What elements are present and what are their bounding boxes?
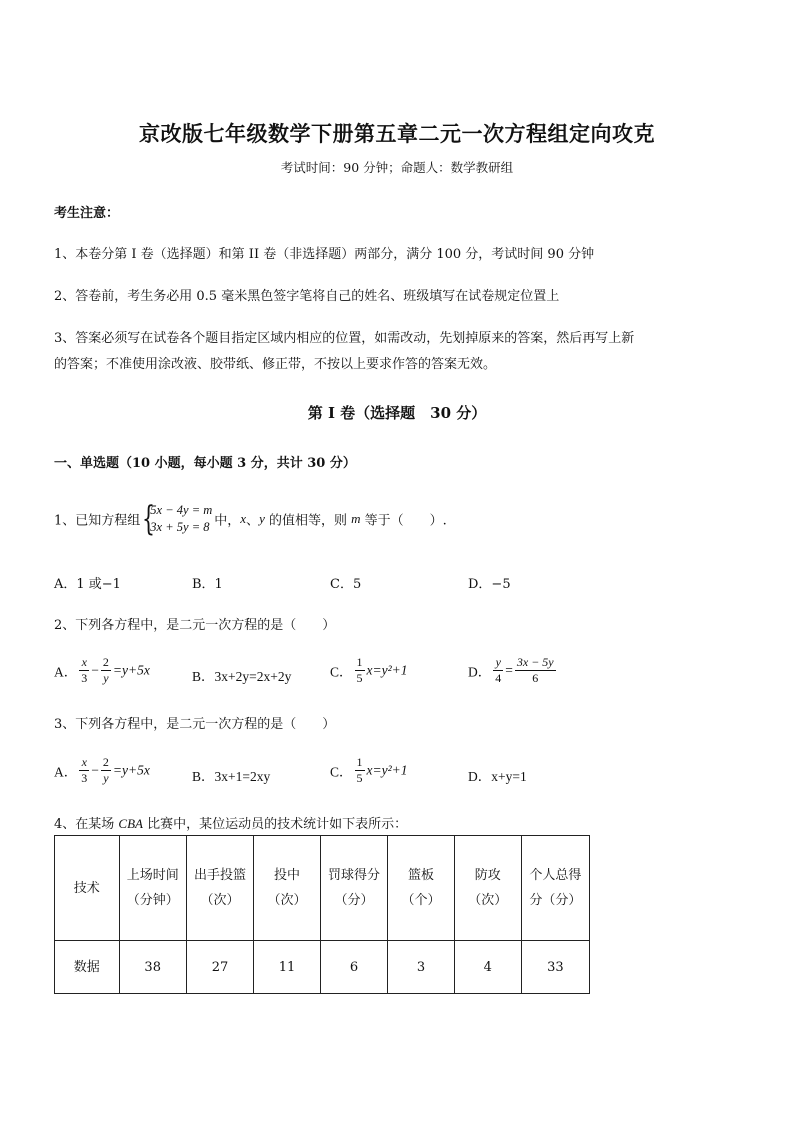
q3-a-rest: =y+5x — [112, 762, 150, 778]
table-header-cell: 防攻（次） — [454, 836, 521, 941]
q3-option-c[interactable] — [330, 755, 408, 786]
q3-option-a[interactable] — [54, 755, 150, 786]
q1-suffix: 等于（ ）. — [360, 513, 447, 529]
question-2: 2、下列各方程中，是二元一次方程的是（ ） — [54, 618, 336, 633]
q2-a-frac2 — [101, 655, 111, 686]
q4-suffix: 比赛中，某位运动员的技术统计如下表所示： — [142, 817, 408, 832]
q3-a-f2-den: y — [103, 771, 109, 785]
q1-option-d[interactable]: D．−5 — [468, 577, 511, 592]
table-cell: 6 — [320, 941, 387, 994]
q2-c-rest: x=y²+1 — [366, 662, 408, 678]
q2-c-label: C． — [330, 664, 353, 680]
table-header-cell: 技术 — [55, 836, 120, 941]
note-3: 3、答案必须写在试卷各个题目指定区域内相应的位置，如需改动，先划掉原来的答案，然后再写上新 — [54, 331, 635, 346]
q2-d-f1-den: 4 — [495, 671, 502, 685]
q1-brace: { — [142, 499, 156, 539]
q3-option-b[interactable]: B．3x+1=2xy — [192, 769, 271, 784]
q1-var-x: x — [240, 511, 247, 526]
q1-option-a[interactable]: A．1 或−1 — [54, 577, 121, 592]
table-header-cell: 上场时间（分钟） — [119, 836, 186, 941]
table-header-cell: 出手投篮（次） — [186, 836, 253, 941]
question-1 — [54, 499, 447, 539]
q3-option-d[interactable]: D．x+y=1 — [468, 769, 527, 784]
q1-sep: 、 — [246, 513, 260, 529]
table-cell: 27 — [186, 941, 253, 994]
table-cell: 33 — [521, 941, 589, 994]
section-title: 第 I 卷（选择题 30 分） — [307, 404, 487, 422]
q3-a-frac1 — [79, 755, 89, 786]
table-row — [55, 941, 590, 994]
q1-option-b[interactable]: B．1 — [192, 577, 223, 592]
table-cell: 4 — [454, 941, 521, 994]
table-cell: 11 — [254, 941, 321, 994]
q2-d-f2-num: 3x − 5y — [516, 655, 554, 669]
q1-mid2: 的值相等，则 — [264, 513, 352, 529]
q3-a-minus: − — [91, 762, 99, 778]
q1-equation-system — [142, 499, 213, 539]
q3-c-rest: x=y²+1 — [366, 762, 408, 778]
q1-var-m: m — [351, 511, 361, 526]
q2-a-f2-num: 2 — [102, 655, 109, 669]
q2-a-f2-den: y — [103, 671, 109, 685]
q2-a-rest: =y+5x — [112, 662, 150, 678]
exam-info: 考试时间：90 分钟；命题人：数学教研组 — [280, 160, 514, 175]
table-header-cell: 投中（次） — [254, 836, 321, 941]
q3-a-frac2 — [101, 755, 111, 786]
note-3-continued: 的答案；不准使用涂改液、胶带纸、修正带，不按以上要求作答的答案无效。 — [54, 357, 497, 372]
q2-c-f-num: 1 — [356, 655, 363, 669]
q3-c-label: C． — [330, 764, 353, 780]
q2-d-label: D． — [468, 664, 492, 680]
q2-option-b[interactable]: B．3x+2y=2x+2y — [192, 669, 292, 684]
table-header-cell: 篮板（个） — [388, 836, 455, 941]
q1-prefix: 1、已知方程组 — [54, 513, 141, 529]
q3-c-f-den: 5 — [356, 771, 363, 785]
q3-a-f2-num: 2 — [102, 755, 109, 769]
question-3: 3、下列各方程中，是二元一次方程的是（ ） — [54, 717, 336, 732]
table-header-cell: 个人总得分（分） — [521, 836, 589, 941]
q2-d-eq: = — [505, 662, 513, 678]
q3-c-frac — [355, 755, 365, 786]
part-heading: 一、单选题（10 小题，每小题 3 分，共计 30 分） — [54, 456, 356, 471]
q3-a-label: A． — [54, 764, 78, 780]
q2-a-frac1 — [79, 655, 89, 686]
q2-a-minus: − — [91, 662, 99, 678]
page-title: 京改版七年级数学下册第五章二元一次方程组定向攻克 — [139, 121, 655, 146]
q2-a-label: A． — [54, 664, 78, 680]
q2-d-f1-num: y — [493, 655, 503, 671]
q2-d-frac2 — [515, 655, 556, 686]
q3-a-f1-num: x — [79, 755, 89, 771]
q2-option-d[interactable] — [468, 655, 558, 686]
notes-heading: 考生注意： — [54, 206, 120, 221]
q2-a-f1-den: 3 — [81, 671, 88, 685]
note-2: 2、答卷前，考生务必用 0.5 毫米黑色签字笔将自己的姓名、班级填写在试卷规定位置上 — [54, 289, 560, 304]
q1-option-c[interactable]: C．5 — [330, 577, 362, 592]
q2-c-f-den: 5 — [356, 671, 363, 685]
q3-c-f-num: 1 — [356, 755, 363, 769]
q2-option-c[interactable] — [330, 655, 408, 686]
q2-d-f2-den: 6 — [532, 671, 539, 685]
q4-prefix: 4、在某场 — [54, 817, 119, 832]
q1-var-y: y — [259, 511, 265, 526]
table-header-cell: 罚球得分（分） — [320, 836, 387, 941]
q1-eq2: 3x + 5y = 8 — [150, 520, 210, 534]
q3-a-f1-den: 3 — [81, 771, 88, 785]
question-4 — [54, 813, 407, 832]
q2-option-a[interactable] — [54, 655, 150, 686]
table-cell: 3 — [388, 941, 455, 994]
table-header-row — [55, 836, 590, 941]
table-cell: 38 — [119, 941, 186, 994]
q2-c-frac — [355, 655, 365, 686]
note-1: 1、本卷分第 I 卷（选择题）和第 II 卷（非选择题）两部分，满分 100 分，考试时间 90 分钟 — [54, 247, 595, 262]
table-row-label: 数据 — [55, 941, 120, 994]
q2-d-frac1 — [493, 655, 503, 686]
q2-a-f1-num: x — [79, 655, 89, 671]
q1-eq1: 5x − 4y = m — [150, 503, 213, 517]
stats-table — [54, 835, 590, 994]
q1-mid: 中， — [214, 513, 241, 529]
q4-cba: CBA — [118, 816, 143, 831]
